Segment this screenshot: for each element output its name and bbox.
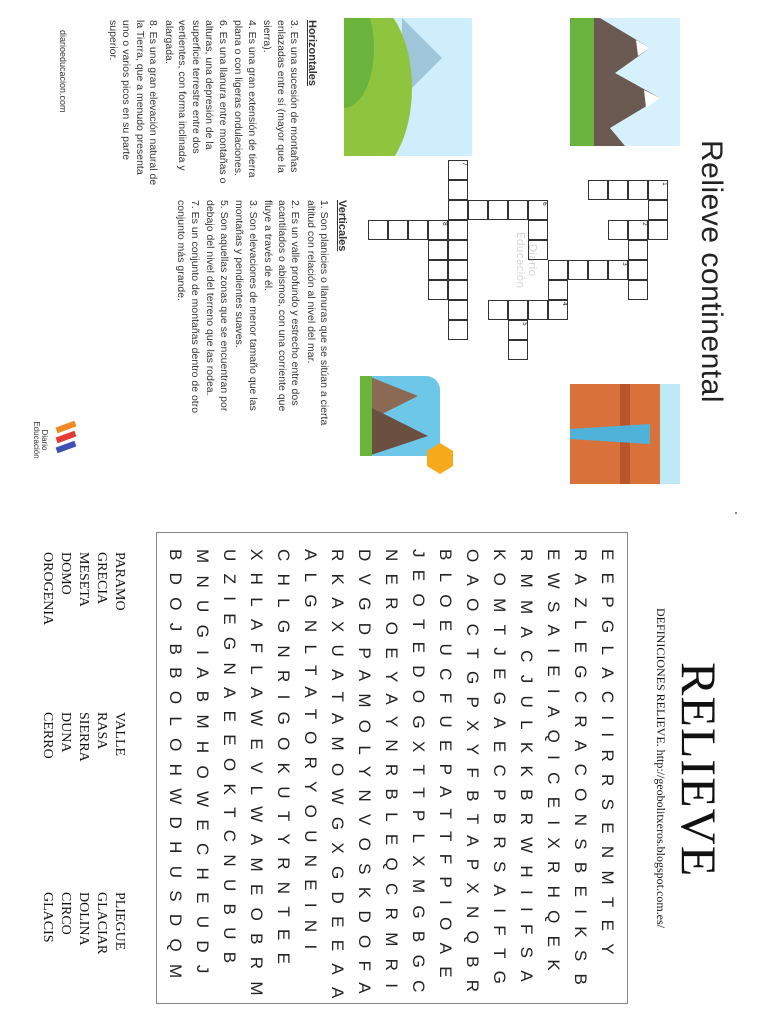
word-item: CERRO <box>40 712 55 759</box>
word-item: GLACIAR <box>94 892 109 955</box>
crossword-cell[interactable] <box>488 200 508 220</box>
word-item: DOLINA <box>76 892 91 946</box>
site-footer: diarioeducacion.com <box>58 30 68 113</box>
crossword-cell[interactable] <box>468 200 488 220</box>
clue-text: 3. Son elevaciones de menor tamaño que las montañas y pendientes suaves. <box>233 200 259 411</box>
crossword-cell[interactable] <box>448 200 468 220</box>
clue-number: 1 <box>661 182 668 186</box>
grid-row: XHLAFLAWEVLWAMEOBRM <box>247 549 266 1008</box>
clue-number: 6 <box>541 202 548 206</box>
word-item: SIERRA <box>76 712 91 762</box>
word-item: GLACIS <box>40 892 55 943</box>
crossword-cell[interactable] <box>608 220 628 240</box>
crossword-cell[interactable] <box>648 180 668 200</box>
watermark-line: Educación <box>514 231 527 289</box>
crossword-cell[interactable] <box>608 180 628 200</box>
clue-number: 7 <box>461 162 468 166</box>
grid-row: DVGDPAMOLYNVOSKDOFA <box>355 549 374 1006</box>
word-item: VALLE <box>112 712 127 757</box>
word-list-1 <box>38 552 128 625</box>
grid-row: CHLGNRIGOKUTYRNTEE <box>274 549 293 977</box>
crossword-cell[interactable] <box>548 260 568 280</box>
logo-line: Educación <box>32 421 41 459</box>
plain-illustration <box>344 18 472 156</box>
crossword-cell[interactable] <box>548 300 568 320</box>
clue-text: 5. Son aquellas zonas que se encuentran por debajo del nivel del terreno que las rodea. <box>204 200 230 412</box>
clue-text: 4. Es una gran extensión de tierra plana o con ligeras ondulaciones. <box>232 20 258 178</box>
diario-logo <box>32 420 78 460</box>
grid-row: RAZLEGCRACONSBEIKSB <box>571 549 590 998</box>
grid-row: UZIEGNAEEOKTCNUBUB <box>220 549 239 976</box>
hexagon-hills-illustration <box>358 366 458 476</box>
crossword-cell[interactable] <box>528 200 548 220</box>
wordsearch-grid <box>156 532 628 1011</box>
crossword-cell[interactable] <box>508 320 528 340</box>
word-list-2 <box>38 712 128 762</box>
crossword-cell[interactable] <box>588 260 608 280</box>
crossword-cell[interactable] <box>448 160 468 180</box>
horizontales-heading: Horizontales <box>306 20 318 87</box>
word-item: DUNA <box>58 712 73 753</box>
crossword-cell[interactable] <box>448 320 468 340</box>
crossword-cell[interactable] <box>648 220 668 240</box>
word-item: CIRCO <box>58 892 73 935</box>
grid-row: BLOEUCFUEPATTFPIOAE <box>436 549 455 990</box>
crossword-cell[interactable] <box>448 280 468 300</box>
crossword-cell[interactable] <box>628 180 648 200</box>
clue-number: 8 <box>441 222 448 226</box>
crossword-cell[interactable] <box>548 280 568 300</box>
grid-row: RKAXUATAMOWGXGDEEAA <box>328 549 347 1011</box>
word-item: DOMO <box>58 552 73 595</box>
clue-number: 4 <box>561 302 568 306</box>
grid-row: MNUGIABMHOWECHEUDJ <box>193 549 212 986</box>
word-item: PARAMO <box>112 552 127 611</box>
word-item: RASA <box>94 712 109 750</box>
clue-text: 1. Son planicies o llanuras que se sitúan a cierta altitud con relación al nivel del mar. <box>305 200 331 426</box>
crossword-cell[interactable] <box>508 300 528 320</box>
wordsearch-page <box>0 512 768 1024</box>
crossword-cell[interactable] <box>588 180 608 200</box>
crossword-cell[interactable] <box>568 260 588 280</box>
word-item: OROGENIA <box>40 552 55 626</box>
grid-row: ALGNLTATORYOUNEINI <box>301 549 320 962</box>
word-list-3 <box>38 892 128 954</box>
logo-text <box>32 420 48 460</box>
clue-number: 5 <box>521 322 528 326</box>
logo-icon <box>52 420 78 460</box>
crossword-cell[interactable] <box>448 220 468 240</box>
clue-number: 3 <box>621 262 628 266</box>
crossword-cell[interactable] <box>428 280 448 300</box>
crossword-cell[interactable] <box>508 340 528 360</box>
grid-row: EWSAIEIAQICEIXRHQEK <box>544 549 563 983</box>
grid-row: EEPGLACIIRRSENMTEY <box>598 549 617 967</box>
crossword-cell[interactable] <box>608 260 628 280</box>
crossword-cell[interactable] <box>488 300 508 320</box>
word-item: GRECIA <box>94 552 109 605</box>
grid-row: OAOCTGPXYFBTAPXNQBR <box>463 549 482 1005</box>
watermark-line: Diario <box>526 243 539 277</box>
crossword-cell[interactable] <box>528 300 548 320</box>
stray-mark <box>735 512 737 514</box>
crossword-cell[interactable] <box>448 240 468 260</box>
grid-row: JEOTEDOGXTTPLXMGBGC <box>409 549 428 1005</box>
crossword-cell[interactable] <box>448 180 468 200</box>
clue-text: 7. Es un conjunto de montañas dentro de otro conjunto más grande. <box>175 200 201 414</box>
crossword-cell[interactable] <box>428 260 448 280</box>
crossword-cell[interactable] <box>508 200 528 220</box>
crossword-cell[interactable] <box>628 240 648 260</box>
crossword-grid <box>368 160 668 360</box>
clue-text: 6. Es una llanura entre montañas o alturas, una depresión de la superficie terrestre entre dos vertientes, con forma inclinada y alargada. <box>163 20 229 184</box>
crossword-cell[interactable] <box>648 200 668 220</box>
crossword-cell[interactable] <box>628 260 648 280</box>
watermark <box>488 230 538 290</box>
crossword-cell[interactable] <box>448 260 468 280</box>
verticales-clues <box>172 200 348 430</box>
grid-row: NEROEYAYNRBLEQCRMRI <box>382 549 401 1001</box>
crossword-cell[interactable] <box>408 220 428 240</box>
crossword-cell[interactable] <box>428 240 448 260</box>
crossword-cell[interactable] <box>368 220 388 240</box>
canyon-illustration <box>570 384 680 484</box>
grid-row: BDOJBBOLOHWDHUSDQM <box>166 549 185 991</box>
grid-row: KOMTJEGAECPBRSAIFTG <box>490 549 509 997</box>
word-item: MESETA <box>76 552 91 607</box>
crossword-cell[interactable] <box>448 300 468 320</box>
word-item: PLIEGUE <box>112 892 127 951</box>
clue-text: 3. Es una sucesión de montañas enlazadas entre sí (mayor que la sierra). <box>261 20 301 173</box>
crossword-cell[interactable] <box>428 220 448 240</box>
verticales-heading: Verticales <box>336 200 348 252</box>
crossword-cell[interactable] <box>388 220 408 240</box>
wordsearch-title: RELIEVE <box>671 662 727 878</box>
horizontales-clues <box>104 20 319 190</box>
page-title: Relieve continental <box>695 140 728 403</box>
logo-line: Diario <box>40 429 49 451</box>
crossword-cell[interactable] <box>628 220 648 240</box>
clue-number: 2 <box>641 222 648 226</box>
wordsearch-sheet <box>0 512 768 1024</box>
crossword-cell[interactable] <box>628 280 648 300</box>
wordsearch-subtitle: DEFINICIONES RELIEVE. http://geobolitxeros.blogspot.com.es/ <box>654 608 668 928</box>
grid-row: RMMACJULKKBRWHIIFSA <box>517 549 536 994</box>
mountain-illustration <box>570 18 680 146</box>
clue-text: 8. Es una gran elevación natural de la Tierra, que a menudo presenta uno o varios picos en su parte superior. <box>107 20 160 186</box>
clue-text: 2. Es un valle profundo y estrecho entre dos acantilados o abismos, con una corriente que fluye a través de él. <box>262 200 302 412</box>
